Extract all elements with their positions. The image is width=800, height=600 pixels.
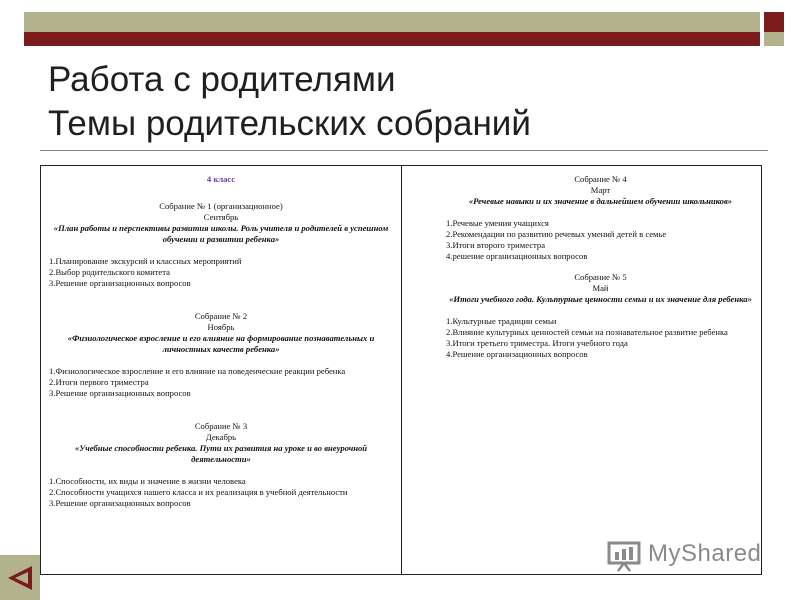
meeting-theme: «Речевые навыки и их значение в дальнейшем обучении школьников» (468, 196, 733, 206)
meeting-item: 1.Культурные традиции семьи (446, 316, 557, 326)
meeting-item: 4.Решение организационных вопросов (446, 349, 588, 359)
header-bar-maroon (24, 32, 760, 46)
meeting-item: 1.Речевые умения учащихся (446, 218, 549, 228)
meeting-2 (49, 311, 393, 399)
meeting-item: 3.Решение организационных вопросов (49, 388, 191, 398)
grade-label: 4 класс (206, 174, 236, 184)
meeting-item: 2.Влияние культурных ценностей семьи на познавательное развитие ребенка (446, 327, 728, 337)
meeting-item: 3.Итоги третьего триместра. Итоги учебного года (446, 338, 628, 348)
slide-title (48, 58, 768, 146)
meeting-month: Ноябрь (207, 322, 235, 332)
header-corner-maroon (764, 12, 784, 32)
meeting-heading: Собрание № 2 (194, 311, 248, 321)
meetings-table (40, 165, 762, 575)
meeting-heading: Собрание № 5 (574, 272, 627, 282)
meeting-item: 1.Физиологическое взросление и его влияние на поведенческие реакции ребенка (49, 366, 346, 376)
meeting-items (49, 256, 393, 289)
left-column (41, 166, 402, 574)
meeting-item: 1.Способности, их виды и значение в жизни человека (49, 476, 246, 486)
meeting-month: Март (590, 185, 611, 195)
meeting-month: Декабрь (205, 432, 237, 442)
meeting-theme: «Итоги учебного года. Культурные ценности семьи и их значение для ребенка» (449, 294, 752, 304)
meeting-item: 1.Планирование экскурсий и классных мероприятий (49, 256, 242, 266)
right-column (402, 166, 761, 574)
meeting-3 (49, 421, 393, 509)
meeting-item: 2.Рекомендации по развитию речевых умений детей в семье (446, 229, 667, 239)
meeting-5 (448, 272, 753, 360)
meeting-items (49, 366, 393, 399)
back-arrow-icon (6, 564, 34, 592)
meeting-heading: Собрание № 3 (194, 421, 248, 431)
meeting-heading: Собрание № 4 (574, 174, 627, 184)
meeting-theme: «Учебные способности ребенка. Пути их развития на уроке и во внеурочной деятельности» (74, 443, 368, 464)
header-corner-olive (764, 32, 784, 46)
watermark-text: MyShared (648, 540, 762, 567)
meeting-heading: Собрание № 1 (организационное) (159, 201, 283, 211)
meeting-1 (49, 201, 393, 289)
title-line-2: Темы родительских собраний (48, 104, 531, 143)
meeting-item: 4.решение организационных вопросов (446, 251, 588, 261)
title-line-1: Работа с родителями (48, 60, 396, 99)
meeting-item: 2.Способности учащихся нашего класса и их реализация в учебной деятельности (49, 487, 348, 497)
meeting-item: 3.Решение организационных вопросов (49, 498, 191, 508)
meeting-items (446, 218, 753, 262)
presentation-board-icon (606, 540, 644, 572)
meeting-4 (448, 174, 753, 262)
meeting-month: Сентябрь (203, 212, 239, 222)
meeting-month: Май (592, 283, 609, 293)
meeting-item: 2.Итоги первого триместра (49, 377, 149, 387)
meeting-item: 3.Решение организационных вопросов (49, 278, 191, 288)
previous-slide-button[interactable] (0, 555, 40, 600)
meeting-theme: «План работы и перспективы развития школы. Роль учителя и родителей в успешном обучении и развитии ребенка» (53, 223, 389, 244)
title-divider (40, 150, 768, 151)
meeting-theme: «Физиологическое взросление и его влияние на формирование познавательных и личностных качеств ребенка» (67, 333, 375, 354)
meeting-item: 2.Выбор родительского комитета (49, 267, 170, 277)
myshared-watermark (606, 540, 766, 570)
meeting-item: 3.Итоги второго триместра (446, 240, 546, 250)
header-bar-olive (24, 12, 760, 32)
meeting-items (49, 476, 393, 509)
meeting-items (446, 316, 753, 360)
